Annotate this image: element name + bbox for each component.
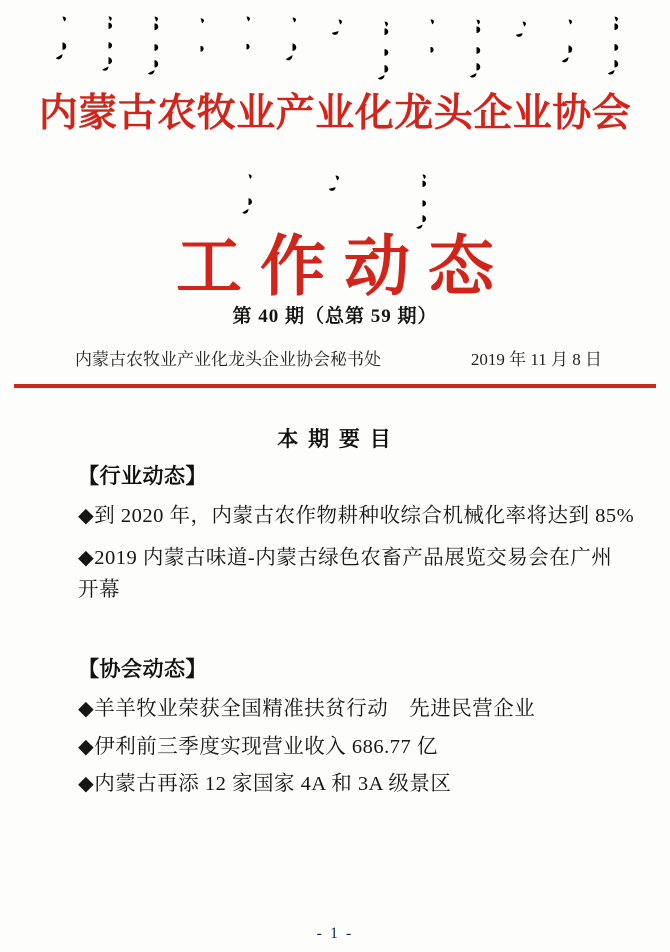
mongolian-word-icon xyxy=(241,172,256,218)
mongolian-word-icon xyxy=(423,14,438,58)
toc-item: ◆2019 内蒙古味道-内蒙古绿色农畜产品展览交易会在广州 xyxy=(78,547,613,569)
publisher-row xyxy=(75,345,602,370)
mongolian-word-icon xyxy=(607,14,622,76)
toc-item: ◆到 2020 年，内蒙古农作物耕种收综合机械化率将达到 85% xyxy=(78,505,635,527)
page-number: - 1 - xyxy=(316,925,354,942)
toc-item-continuation: 开幕 xyxy=(78,579,120,601)
issue-number: 第 40 期（总第 59 期） xyxy=(232,306,438,327)
mongolian-word-icon xyxy=(147,14,162,76)
organization-title: 内蒙古农牧业产业化龙头企业协会 xyxy=(38,92,632,135)
mongolian-word-icon xyxy=(239,14,254,52)
mongolian-word-icon xyxy=(55,14,70,64)
mongolian-word-icon xyxy=(193,14,208,56)
mongolian-word-icon xyxy=(515,14,530,44)
publish-date: 2019 年 11 月 8 日 xyxy=(470,350,602,369)
section-heading-industry: 【行业动态】 xyxy=(78,465,207,488)
mongolian-word-icon xyxy=(101,14,116,72)
toc-item: ◆伊利前三季度实现营业收入 686.77 亿 xyxy=(78,736,438,758)
toc-item: ◆羊羊牧业荣获全国精准扶贫行动 先进民营企业 xyxy=(78,698,536,720)
mongolian-script-top-icon xyxy=(55,14,622,90)
mongolian-word-icon xyxy=(328,172,343,194)
mongolian-word-icon xyxy=(285,14,300,66)
mongolian-word-icon xyxy=(331,14,346,40)
toc-item: ◆内蒙古再添 12 家国家 4A 和 3A 级景区 xyxy=(78,773,452,795)
red-divider-rule xyxy=(14,384,656,388)
publisher-name: 内蒙古农牧业产业化龙头企业协会秘书处 xyxy=(75,350,381,369)
newsletter-title: 工作动态 xyxy=(176,231,512,304)
mongolian-word-icon xyxy=(469,14,484,82)
mongolian-word-icon xyxy=(561,14,576,70)
section-heading-association: 【协会动态】 xyxy=(78,658,207,681)
toc-title: 本 期 要 目 xyxy=(277,428,393,451)
mongolian-word-icon xyxy=(377,14,392,86)
